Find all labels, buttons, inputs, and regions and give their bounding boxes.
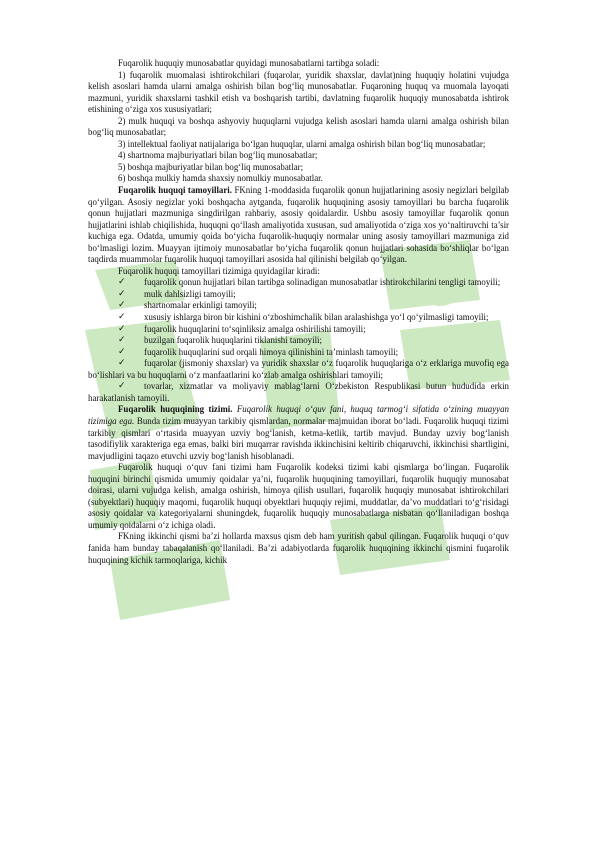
checkmark-icon: ✓ <box>118 288 126 299</box>
principle-item-7: ✓ fuqarolik huquqlarini sud orqali himoya qilinishini ta’minlash tamoyili; <box>118 346 399 357</box>
system-paragraph-3: FKning ikkinchi qismi ba’zi hollarda maxsus qism deb ham yuritish qabul qilingan. Fuqarolik huquqi o‘quv fanida ham bunday tabaqalanish qo‘llaniladi. Ba’zi adabiyotlarda fuqarolik huquqining ikkinchi qismini fuqarolik huquqining kichik tarmoqlariga, kichik <box>88 531 509 565</box>
principle-item-1: ✓ fuqarolik qonun hujjatlari bilan tartibga solinadigan munosabatlar ishtirokchilarini tengligi tamoyili; <box>118 277 501 288</box>
checkmark-icon: ✓ <box>118 346 126 357</box>
checkmark-icon: ✓ <box>118 335 126 346</box>
intro-paragraph: Fuqarolik huquqiy munosabatlar quyidagi munosabatlarni tartibga soladi: <box>118 58 380 68</box>
principles-paragraph <box>88 185 509 266</box>
principle-item-2: ✓ mulk dahlsizligi tamoyili; <box>118 288 236 299</box>
system-heading: Fuqarolik huquqining tizimi. <box>118 404 233 415</box>
relation-item-1: 1) fuqarolik muomalasi ishtirokchilari (fuqarolar, yuridik shaxslar, davlat)ning huquqiy holatini vujudga kelish asoslari hamda ularni amalga oshirish bilan bog‘liq munosabatlar. Fuqaroning huquq va muomala layoqati mazmuni, yuridik shaxslarni tashkil etish va boshqarish tartibi, davlatning fuqarolik huquqiy munosabatda ishtirok etishining o‘ziga xos xususiyatlari; <box>88 69 509 115</box>
principle-item-5: ✓ fuqarolik huquqlarini to‘sqinliksiz amalga oshirilishi tamoyili; <box>118 323 366 334</box>
relation-item-4: 4) shartnoma majburiyatlari bilan bog‘liq munosabatlar; <box>118 150 318 161</box>
principle-item-4: ✓ xususiy ishlarga biron bir kishini o‘zboshimchalik bilan aralashishga yo‘l qo‘yilmasligi tamoyili; <box>118 312 489 323</box>
relation-item-3: 3) intellektual faoliyat natijalariga bo‘lgan huquqlar, ularni amalga oshirish bilan bog‘liq munosabatlar; <box>118 138 486 149</box>
checkmark-icon: ✓ <box>118 323 126 334</box>
system-italic-text: Fuqarolik huquqi o‘quv fani, huquq tarmog‘i sifatida o‘zining muayyan tizimiga ega. <box>88 404 509 426</box>
principles-text: FKning 1-moddasida fuqarolik qonun hujjatlarining asosiy negizlari belgilab qo‘yilgan. Asosiy negizlar yoki boshqacha aytganda, fuqarolik huquqining asosiy tamoyillari bu barcha fuqarolik qonun hujjatlari mazmuniga singdirilgan rahbariy, asosiy qoidalardir. Ushbu asosiy tamoyillar fuqarolik qonun hujjatlarini ishlab chiqilishida, huquqni qo‘llash amaliyotida xususan, sud amaliyotida o‘ziga xos yo‘naltiruvchi ta’sir kuchiga ega. Odatda, umumiy qoida bo‘yicha fuqarolik-huquqiy normalar uning asosiy tamoyillari mazmuniga zid bo‘lmasligi lozim. Muayyan ijtimoiy munosabatlar bo‘yicha fuqarolik qonun hujjatlari sohasida bo‘shliqlar bo‘lgan taqdirda muammolar fuqarolik huquqi tamoyillari asosida hal qilinishi belgilab qo‘yilgan. <box>88 185 509 265</box>
checkmark-icon: ✓ <box>118 381 126 392</box>
principle-item-9: ✓ tovarlar, xizmatlar va moliyaviy mablag‘larni O‘zbekiston Respublikasi butun hududida erkin harakatlanish tamoyili. <box>88 381 509 403</box>
principle-item-3: ✓ shartnomalar erkinligi tamoyili; <box>118 300 257 311</box>
relation-item-5: 5) boshqa majburiyatlar bilan bog‘liq munosabatlar; <box>118 161 304 172</box>
principles-heading: Fuqarolik huquqi tamoyillari. <box>118 185 232 196</box>
system-text: Bunda tizim muayyan tarkibiy qismlardan, normalar majmuidan iborat bo‘ladi. Fuqarolik huquqi tizimi tarkibiy qismlari o‘rtasida muayyan uzviy bog‘lanish, ketma-ketlik, tartib mavjud. Bunday uzviy bog‘lanish tasodifiylik xarakteriga ega emas, balki biri muqarrar ravishda ikkinchisini keltirib chiqaruvchi, ikkinchisi shartligini, mavjudligini taqazo etuvchi uzviy bog‘lanish hisoblanadi. <box>88 415 510 461</box>
document-page <box>88 58 509 566</box>
principle-item-8: ✓ fuqarolar (jismoniy shaxslar) va yuridik shaxslar o‘z fuqarolik huquqlariga o‘z erklariga muvofiq ega bo‘lishlari va bu huquqlarni o‘z manfaatlarini ko‘zlab amalga oshirishlari tamoyili; <box>88 358 509 380</box>
checkmark-icon: ✓ <box>118 312 126 323</box>
principle-item-6: ✓ buzilgan fuqarolik huquqlarini tiklanishi tamoyili; <box>118 335 322 346</box>
system-paragraph <box>88 404 509 462</box>
checkmark-icon: ✓ <box>118 277 126 288</box>
relation-item-2: 2) mulk huquqi va boshqa ashyoviy huquqlarni vujudga kelish asoslari hamda ularni amalga oshirish bilan bog‘liq munosabatlar; <box>88 115 509 138</box>
system-paragraph-2: Fuqarolik huquqi o‘quv fani tizimi ham Fuqarolik kodeksi tizimi kabi qismlarga bo‘lingan. Fuqarolik huquqini birinchi qismida umumiy qoidalar ya’ni, fuqarolik huquqining tamoyillari, fuqarolik huquqiy munosabat doirasi, ularni vujudga kelish, amalga oshirish, himoya qilish usullari, fuqarolik huquqiy munosabat ishtirokchilari (subyektlari) huquqiy maqomi, fuqarolik huquqi obyektlari huquqiy rejimi, muddatlar, da’vo muddatlari to‘g‘risidagi asosiy qoidalar va kategoriyalarni shuningdek, fuqarolik huquqiy munosabatlarga nisbatan qo‘llaniladigan boshqa umumiy qoidalarni o‘z ichiga oladi. <box>88 462 509 530</box>
principles-list-intro: Fuqarolik huquqi tamoyillari tizimiga quyidagilar kiradi: <box>118 265 320 276</box>
checkmark-icon: ✓ <box>118 300 126 311</box>
relation-item-6: 6) boshqa mulkiy hamda shaxsiy nomulkiy munosabatlar. <box>118 173 323 184</box>
checkmark-icon: ✓ <box>118 358 126 369</box>
